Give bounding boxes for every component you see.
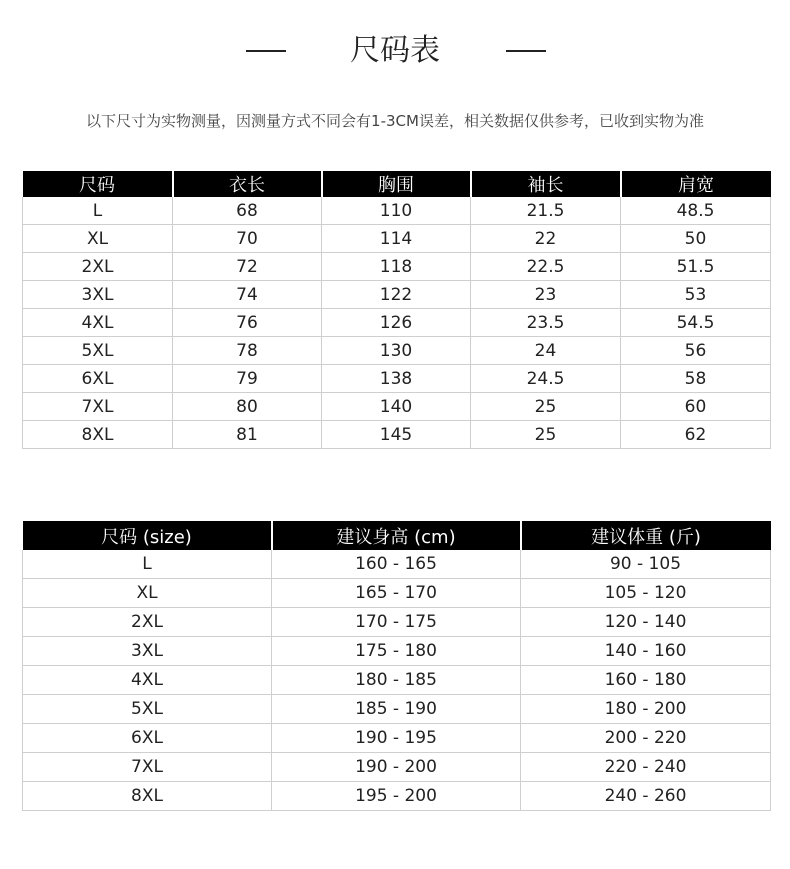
table-row — [23, 365, 771, 393]
table-cell: 8XL — [23, 782, 272, 811]
table-cell: 54.5 — [621, 309, 771, 337]
table-cell: 62 — [621, 421, 771, 449]
header-chest: 胸围 — [322, 171, 471, 197]
table-cell: 6XL — [23, 724, 272, 753]
table-cell: 190 - 195 — [272, 724, 521, 753]
recommendation-table — [22, 521, 771, 811]
table-row — [23, 253, 771, 281]
table-cell: L — [23, 197, 173, 225]
table-row — [23, 197, 771, 225]
table-cell: 140 — [322, 393, 471, 421]
table-cell: 70 — [173, 225, 322, 253]
table-cell: 76 — [173, 309, 322, 337]
measurement-note: 以下尺寸为实物测量，因测量方式不同会有1-3CM误差，相关数据仅供参考，已收到实物为准 — [86, 112, 704, 130]
table-row — [23, 309, 771, 337]
page-title: 尺码表 — [350, 33, 440, 68]
table-cell: 7XL — [23, 393, 173, 421]
table-cell: 78 — [173, 337, 322, 365]
table-cell: 122 — [322, 281, 471, 309]
table-cell: 8XL — [23, 421, 173, 449]
size-chart-header-row — [23, 171, 771, 197]
table-cell: 58 — [621, 365, 771, 393]
table-cell: 23 — [471, 281, 621, 309]
title-decor-line-right — [506, 50, 546, 52]
table-cell: 50 — [621, 225, 771, 253]
table-row — [23, 695, 771, 724]
table-cell: 185 - 190 — [272, 695, 521, 724]
table-cell: 190 - 200 — [272, 753, 521, 782]
table-cell: 118 — [322, 253, 471, 281]
table-cell: 138 — [322, 365, 471, 393]
table-cell: L — [23, 550, 272, 579]
header-shoulder: 肩宽 — [621, 171, 771, 197]
header-sleeve: 袖长 — [471, 171, 621, 197]
header-weight: 建议体重 (斤) — [521, 521, 771, 550]
table-cell: 110 — [322, 197, 471, 225]
table-cell: 5XL — [23, 337, 173, 365]
table-cell: 180 - 200 — [521, 695, 771, 724]
table-cell: 22 — [471, 225, 621, 253]
header-size-en: 尺码 (size) — [23, 521, 272, 550]
recommendation-header-row — [23, 521, 771, 550]
table-cell: 25 — [471, 393, 621, 421]
table-row — [23, 637, 771, 666]
table-row — [23, 753, 771, 782]
table-row — [23, 225, 771, 253]
table-cell: 24.5 — [471, 365, 621, 393]
table-cell: 48.5 — [621, 197, 771, 225]
size-chart-body — [23, 197, 771, 449]
table-cell: 130 — [322, 337, 471, 365]
header-length: 衣长 — [173, 171, 322, 197]
table-cell: 81 — [173, 421, 322, 449]
table-cell: 51.5 — [621, 253, 771, 281]
table-cell: 5XL — [23, 695, 272, 724]
title-block — [0, 30, 790, 76]
table-row — [23, 281, 771, 309]
table-row — [23, 666, 771, 695]
table-row — [23, 421, 771, 449]
table-row — [23, 337, 771, 365]
table-cell: 220 - 240 — [521, 753, 771, 782]
table-row — [23, 724, 771, 753]
table-cell: XL — [23, 579, 272, 608]
table-cell: 160 - 165 — [272, 550, 521, 579]
table-cell: 180 - 185 — [272, 666, 521, 695]
table-cell: 3XL — [23, 281, 173, 309]
table-cell: 105 - 120 — [521, 579, 771, 608]
table-cell: 140 - 160 — [521, 637, 771, 666]
table-cell: 2XL — [23, 608, 272, 637]
table-cell: 60 — [621, 393, 771, 421]
table-cell: 175 - 180 — [272, 637, 521, 666]
header-size: 尺码 — [23, 171, 173, 197]
table-cell: 56 — [621, 337, 771, 365]
table-cell: 114 — [322, 225, 471, 253]
table-cell: 80 — [173, 393, 322, 421]
table-cell: 25 — [471, 421, 621, 449]
table-cell: 53 — [621, 281, 771, 309]
table-cell: 240 - 260 — [521, 782, 771, 811]
table-row — [23, 782, 771, 811]
table-cell: 90 - 105 — [521, 550, 771, 579]
table-row — [23, 393, 771, 421]
table-cell: 68 — [173, 197, 322, 225]
table-row — [23, 579, 771, 608]
table-cell: 4XL — [23, 309, 173, 337]
table-cell: 72 — [173, 253, 322, 281]
table-cell: 4XL — [23, 666, 272, 695]
table-cell: 6XL — [23, 365, 173, 393]
table-cell: 195 - 200 — [272, 782, 521, 811]
size-chart-table — [22, 171, 771, 449]
table-cell: 160 - 180 — [521, 666, 771, 695]
table-cell: 74 — [173, 281, 322, 309]
table-cell: 79 — [173, 365, 322, 393]
table-cell: 23.5 — [471, 309, 621, 337]
table-cell: 21.5 — [471, 197, 621, 225]
recommendation-body — [23, 550, 771, 811]
table-cell: 120 - 140 — [521, 608, 771, 637]
table-cell: 2XL — [23, 253, 173, 281]
table-row — [23, 608, 771, 637]
table-cell: 24 — [471, 337, 621, 365]
table-cell: 7XL — [23, 753, 272, 782]
header-height: 建议身高 (cm) — [272, 521, 521, 550]
table-row — [23, 550, 771, 579]
table-cell: 200 - 220 — [521, 724, 771, 753]
table-cell: 165 - 170 — [272, 579, 521, 608]
table-cell: 3XL — [23, 637, 272, 666]
table-cell: 22.5 — [471, 253, 621, 281]
table-cell: XL — [23, 225, 173, 253]
table-cell: 170 - 175 — [272, 608, 521, 637]
table-cell: 126 — [322, 309, 471, 337]
table-cell: 145 — [322, 421, 471, 449]
